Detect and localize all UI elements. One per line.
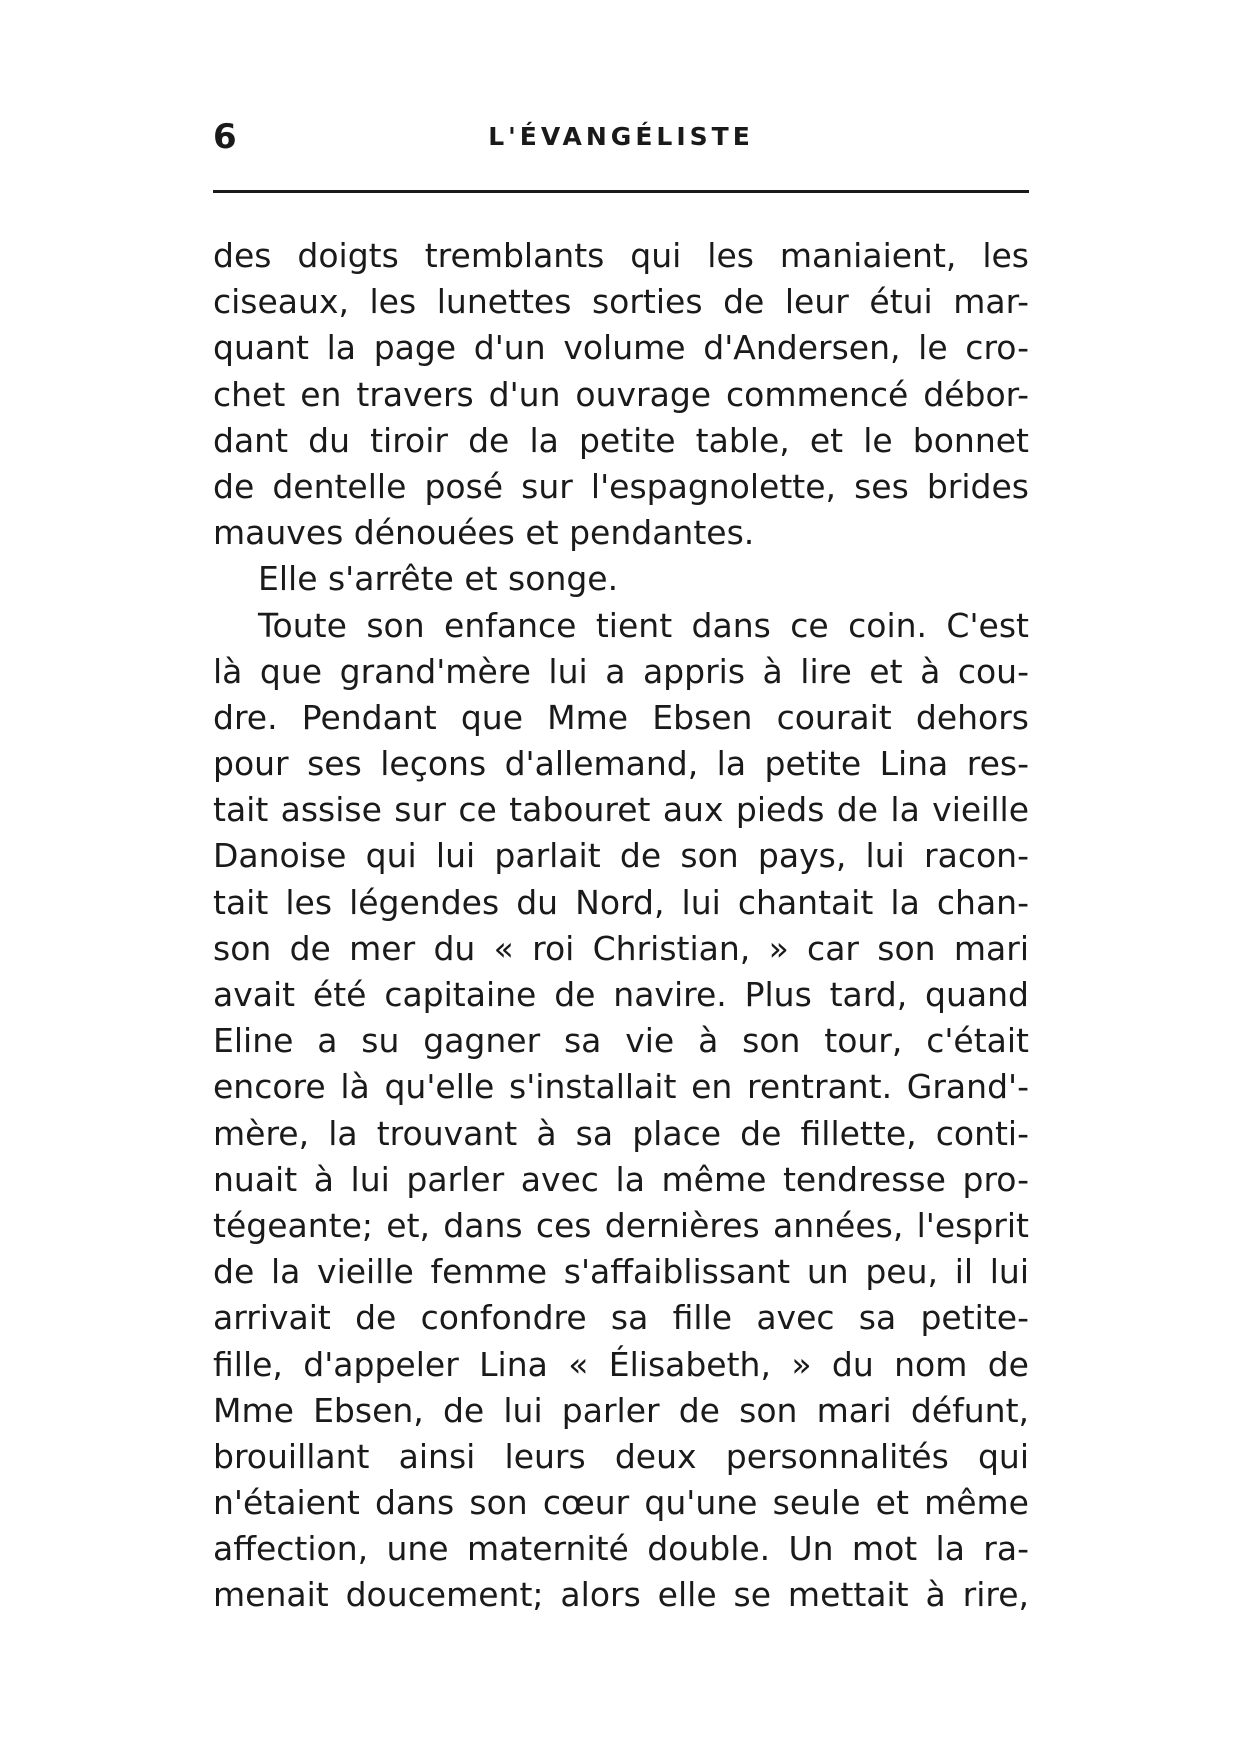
text-line: menait doucement; alors elle se mettait à rire, [213,1575,1029,1615]
text-line: de la vieille femme s'affaiblissant un peu, il lui [213,1252,1029,1292]
text-line: Elle s'arrête et songe. [258,559,619,599]
text-line: quant la page d'un volume d'Andersen, le cro- [213,328,1029,368]
running-title: L'ÉVANGÉLISTE [488,122,754,151]
text-line: mauves dénouées et pendantes. [213,513,755,553]
text-line: dant du tiroir de la petite table, et le bonnet [213,420,1029,460]
text-line: chet en travers d'un ouvrage commencé débor- [213,374,1029,414]
text-line: là que grand'mère lui a appris à lire et à cou- [213,651,1029,691]
text-line: nuait à lui parler avec la même tendresse pro- [213,1159,1029,1199]
text-line: dre. Pendant que Mme Ebsen courait dehors [213,697,1029,737]
text-line: Danoise qui lui parlait de son pays, lui racon- [213,836,1029,876]
page-number: 6 [213,117,237,157]
text-line: Eline a su gagner sa vie à son tour, c'était [213,1021,1029,1061]
text-line: tait les légendes du Nord, lui chantait la chan- [213,882,1029,922]
text-line: mère, la trouvant à sa place de fillette, conti- [213,1113,1029,1153]
text-line: son de mer du « roi Christian, » car son mari [213,928,1029,968]
text-line: encore là qu'elle s'installait en rentrant. Grand'- [213,1067,1029,1107]
header-rule [213,190,1029,193]
page-header [213,112,1029,162]
text-line: fille, d'appeler Lina « Élisabeth, » du nom de [213,1344,1029,1384]
text-line: tait assise sur ce tabouret aux pieds de la vieille [213,790,1029,830]
text-line: tégeante; et, dans ces dernières années, l'esprit [213,1205,1029,1245]
text-line: des doigts tremblants qui les maniaient, les [213,236,1029,275]
text-line: de dentelle posé sur l'espagnolette, ses brides [213,466,1029,506]
text-line: n'étaient dans son cœur qu'une seule et même [213,1483,1029,1523]
text-line: arrivait de confondre sa fille avec sa petite- [213,1298,1029,1338]
text-line: Mme Ebsen, de lui parler de son mari défunt, [213,1390,1029,1430]
text-line: pour ses leçons d'allemand, la petite Lina res- [213,744,1029,784]
body-text [213,233,1029,1619]
text-line: ciseaux, les lunettes sorties de leur étui mar- [213,282,1029,322]
text-line: Toute son enfance tient dans ce coin. C'est [258,605,1029,645]
text-line: avait été capitaine de navire. Plus tard, quand [213,975,1029,1014]
text-line: brouillant ainsi leurs deux personnalités qui [213,1436,1029,1476]
text-line: affection, une maternité double. Un mot la ra- [213,1529,1029,1569]
